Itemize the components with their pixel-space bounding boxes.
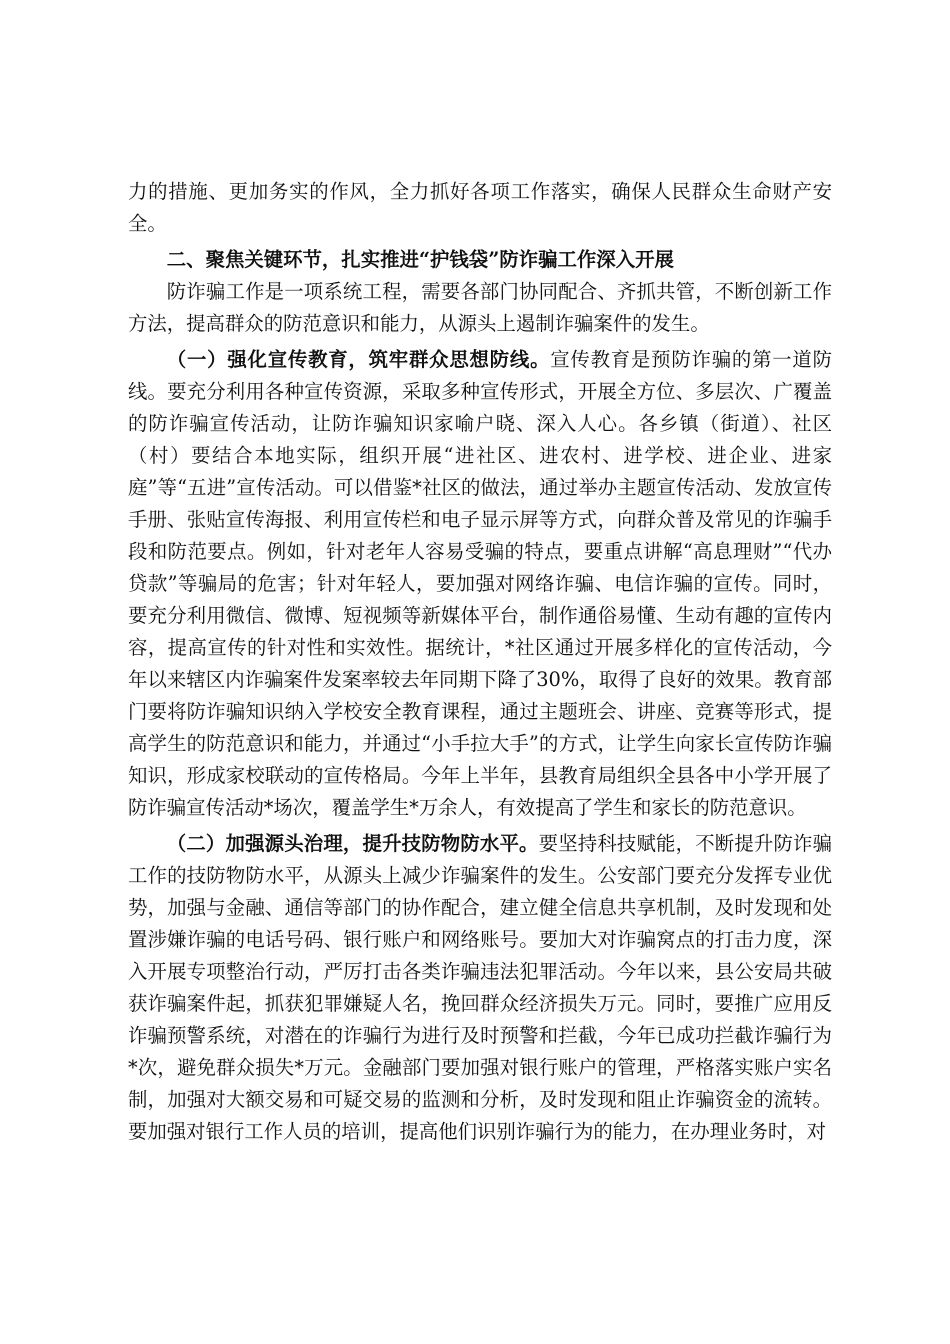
section-heading: 二、聚焦关键环节，扎实推进“护钱袋”防诈骗工作深入开展 xyxy=(166,248,674,271)
subsection-1-paragraph xyxy=(128,344,832,824)
subsection-1-body: 宣传教育是预防诈骗的第一道防线。要充分利用各种宣传资源，采取多种宣传形式，开展全方位、多层次、广覆盖的防诈骗宣传活动，让防诈骗知识家喻户晓、深入人心。各乡镇（街道）、社区（村）要结合本地实际，组织开展“进社区、进农村、进学校、进企业、进家庭”等“五进”宣传活动。可以借鉴*社区的做法，通过举办主题宣传活动、发放宣传手册、张贴宣传海报、利用宣传栏和电子显示屏等方式，向群众普及常见的诈骗手段和防范要点。例如，针对老年人容易受骗的特点，要重点讲解“高息理财”“代办贷款”等骗局的危害；针对年轻人，要加强对网络诈骗、电信诈骗的宣传。同时，要充分利用微信、微博、短视频等新媒体平台，制作通俗易懂、生动有趣的宣传内容，提高宣传的针对性和实效性。据统计，*社区通过开展多样化的宣传活动，今年以来辖区内诈骗案件发案率较去年同期下降了30%，取得了良好的效果。教育部门要将防诈骗知识纳入学校安全教育课程，通过主题班会、讲座、竞赛等形式，提高学生的防范意识和能力，并通过“小手拉大手”的方式，让学生向家长宣传防诈骗知识，形成家校联动的宣传格局。今年上半年，县教育局组织全县各中小学开展了防诈骗宣传活动*场次，覆盖学生*万余人，有效提高了学生和家长的防范意识。 xyxy=(128,348,833,819)
subsection-2-body: 要坚持科技赋能，不断提升防诈骗工作的技防物防水平，从源头上减少诈骗案件的发生。公安部门要充分发挥专业优势，加强与金融、通信等部门的协作配合，建立健全信息共享机制，及时发现和处置涉嫌诈骗的电话号码、银行账户和网络账号。要加大对诈骗窝点的打击力度，深入开展专项整治行动，严厉打击各类诈骗违法犯罪活动。今年以来，县公安局共破获诈骗案件起，抓获犯罪嫌疑人名，挽回群众经济损失万元。同时，要推广应用反诈骗预警系统，对潜在的诈骗行为进行及时预警和拦截，今年已成功拦截诈骗行为*次，避免群众损失*万元。金融部门要加强对银行账户的管理，严格落实账户实名制，加强对大额交易和可疑交易的监测和分析，及时发现和阻止诈骗资金的流转。要加强对银行工作人员的培训，提高他们识别诈骗行为的能力，在办理业务时，对 xyxy=(128,832,833,1143)
subsection-2-paragraph xyxy=(128,828,832,1148)
intro-paragraph: 防诈骗工作是一项系统工程，需要各部门协同配合、齐抓共管，不断创新工作方法，提高群众的防范意识和能力，从源头上遏制诈骗案件的发生。 xyxy=(128,280,832,335)
opening-paragraph: 力的措施、更加务实的作风，全力抓好各项工作落实，确保人民群众生命财产安全。 xyxy=(128,180,832,235)
subsection-2-title: （二）加强源头治理，提升技防物防水平。 xyxy=(166,832,539,855)
document-page xyxy=(128,176,832,1148)
subsection-1-title: （一）强化宣传教育，筑牢群众思想防线。 xyxy=(166,348,551,371)
